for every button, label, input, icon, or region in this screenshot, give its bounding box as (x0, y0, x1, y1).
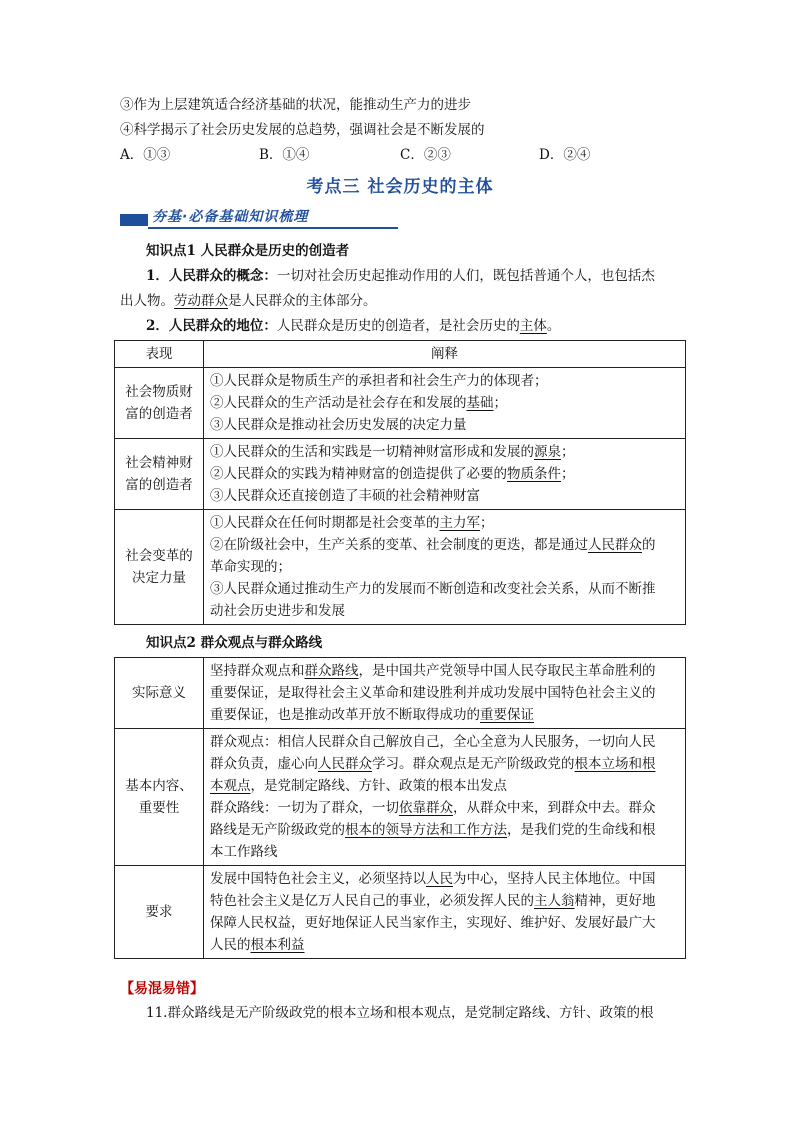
key-term: 人民群众 (588, 537, 642, 553)
content-line: ③人民群众通过推动生产力的发展而不断创造和改变社会关系，从而不断推 (210, 581, 656, 597)
label-line: 富的创造者 (125, 406, 193, 422)
header-cell: 表现 (115, 341, 204, 368)
statement-4: ④科学揭示了社会历史发展的总趋势，强调社会是不断发展的 (120, 122, 485, 138)
table-header-row (115, 341, 686, 368)
kp1-item1-text-c: 是人民群众的主体部分。 (228, 293, 377, 309)
content-line: ③人民群众还直接创造了丰硕的社会精神财富 (210, 488, 480, 504)
key-term: 本观点 (210, 778, 251, 794)
content-line: 革命实现的； (210, 559, 291, 575)
content-line (210, 512, 679, 534)
text: 精神，更好地 (574, 893, 656, 909)
content-line (210, 890, 679, 912)
row-content (204, 368, 686, 439)
kp1-item2-label: 2．人民群众的地位： (146, 318, 277, 334)
banner-bar (120, 214, 148, 226)
row-label (115, 866, 204, 959)
text: 学习。群众观点是无产阶级政党的 (372, 756, 575, 772)
table-row (115, 510, 686, 625)
key-term: 基础 (466, 395, 494, 411)
option-b: B．①④ (259, 147, 310, 163)
label-line: 基本内容、 (125, 778, 193, 794)
option-a: A．①③ (120, 147, 171, 163)
table-row (115, 866, 686, 959)
kp1-item1-text: 一切对社会历史起推动作用的人们，既包括普通个人，也包括杰 (276, 268, 655, 284)
table-row (115, 368, 686, 439)
kp1-item2 (146, 315, 560, 337)
table-row (115, 729, 686, 866)
text: ； (561, 466, 575, 482)
content-line: 本工作路线 (210, 844, 278, 860)
label-line: 富的创造者 (125, 477, 193, 493)
content-line: 动社会历史进步和发展 (210, 603, 345, 619)
kp2-heading: 知识点2 群众观点与群众路线 (146, 635, 323, 651)
content-line: ③人民群众是推动社会历史发展的决定力量 (210, 417, 467, 433)
content-line: ①人民群众是物质生产的承担者和社会生产力的体现者； (210, 373, 548, 389)
content-line (210, 868, 679, 890)
kp1-heading: 知识点1 人民群众是历史的创造者 (146, 243, 350, 259)
section-title: 考点三 社会历史的主体 (306, 177, 494, 197)
table-people-creators (114, 340, 686, 625)
kp1-item1-text-b: 出人物。 (120, 293, 174, 309)
text: 人民的 (210, 937, 251, 953)
statement-3: ③作为上层建筑适合经济基础的状况，能推动生产力的进步 (120, 97, 471, 113)
text: ②人民群众的实践为精神财富的创造提供了必要的 (210, 466, 507, 482)
kp1-item1-line1 (146, 265, 655, 287)
row-label (115, 729, 204, 866)
text: 群众路线：一切为了群众，一切 (210, 800, 399, 816)
text: ； (493, 395, 507, 411)
label-line: 社会变革的 (125, 548, 193, 564)
mistake-heading: 【易混易错】 (120, 981, 204, 997)
text: 发展中国特色社会主义，必须坚持以 (210, 871, 426, 887)
key-term: 群众路线 (304, 663, 359, 679)
text: ②人民群众的生产活动是社会存在和发展的 (210, 395, 467, 411)
label-line: 实际意义 (132, 685, 186, 701)
label-line: 决定力量 (132, 570, 186, 586)
content-line (210, 819, 679, 841)
label-line: 社会精神财 (125, 455, 193, 471)
table-row (115, 658, 686, 729)
content-line (210, 753, 679, 775)
text: 路线是无产阶级政党的 (210, 822, 345, 838)
row-content (204, 866, 686, 959)
banner-text: 夯基·必备基础知识梳理 (152, 209, 309, 225)
text: ； (561, 444, 575, 460)
text: ，是党制定路线、方针、政策的根本出发点 (250, 778, 507, 794)
mistake-line: 11.群众路线是无产阶级政党的根本立场和根本观点，是党制定路线、方针、政策的根 (146, 1005, 654, 1021)
kp1-item1-term: 劳动群众 (174, 293, 228, 309)
content-line (210, 392, 679, 414)
row-label (115, 439, 204, 510)
content-line (210, 704, 679, 726)
key-term: 根本的领导方法和工作方法 (345, 822, 507, 838)
content-line (210, 441, 679, 463)
key-term: 源泉 (534, 444, 561, 460)
key-term: 人民群众 (318, 756, 372, 772)
content-line (210, 797, 679, 819)
kp1-item2-text: 人民群众是历史的创造者，是社会历史的 (276, 318, 520, 334)
content-line: 保障人民权益，更好地保证人民当家作主，实现好、维护好、发展好最广大 (210, 915, 656, 931)
table-mass-line (114, 657, 686, 959)
text: ②在阶级社会中，生产关系的变革、社会制度的更迭，都是通过 (210, 537, 588, 553)
key-term: 主力军 (439, 515, 480, 531)
text: 为中心，坚持人民主体地位。中国 (453, 871, 656, 887)
option-c: C．②③ (400, 147, 451, 163)
key-term: 人民 (426, 871, 453, 887)
kp1-item2-term: 主体 (519, 318, 547, 334)
key-term: 根本利益 (250, 937, 305, 953)
kp1-item1-label: 1．人民群众的概念： (146, 268, 277, 284)
label-line: 要求 (145, 904, 173, 920)
row-label (115, 658, 204, 729)
text: ①人民群众在任何时期都是社会变革的 (210, 515, 440, 531)
kp1-item2-end: 。 (546, 318, 561, 334)
key-term: 物质条件 (507, 466, 561, 482)
label-line: 社会物质财 (125, 384, 193, 400)
text: 坚持群众观点和 (210, 663, 305, 679)
section-banner (120, 206, 380, 228)
label-line: 重要性 (138, 800, 180, 816)
key-term: 依靠群众 (399, 800, 453, 816)
key-term: 根本立场和根 (574, 756, 656, 772)
row-label (115, 510, 204, 625)
text: ； (480, 515, 494, 531)
key-term: 重要保证 (480, 707, 534, 723)
row-content (204, 729, 686, 866)
text: 群众负责，虚心向 (210, 756, 318, 772)
banner-underline (148, 227, 398, 229)
content-line (210, 934, 679, 956)
row-content (204, 439, 686, 510)
text: ，从群众中来，到群众中去。群众 (453, 800, 656, 816)
row-content (204, 510, 686, 625)
content-line: 重要保证，是取得社会主义革命和建设胜利并成功发展中国特色社会主义的 (210, 685, 656, 701)
key-term: 主人翁 (534, 893, 575, 909)
text: ，是中国共产党领导中国人民夺取民主革命胜利的 (358, 663, 656, 679)
text: 的 (642, 537, 656, 553)
text: 特色社会主义是亿万人民自己的事业，必须发挥人民的 (210, 893, 534, 909)
text: ，是我们党的生命线和根 (507, 822, 656, 838)
table-row (115, 439, 686, 510)
content-line (210, 463, 679, 485)
content-line (210, 660, 679, 682)
row-label (115, 368, 204, 439)
text: 重要保证，也是推动改革开放不断取得成功的 (210, 707, 480, 723)
text: ①人民群众的生活和实践是一切精神财富形成和发展的 (210, 444, 534, 460)
header-cell: 阐释 (204, 341, 686, 368)
content-line (210, 775, 679, 797)
option-d: D．②④ (539, 147, 591, 163)
kp1-item1-line2 (120, 290, 377, 312)
row-content (204, 658, 686, 729)
content-line (210, 534, 679, 556)
content-line: 群众观点：相信人民群众自己解放自己，全心全意为人民服务，一切向人民 (210, 734, 656, 750)
